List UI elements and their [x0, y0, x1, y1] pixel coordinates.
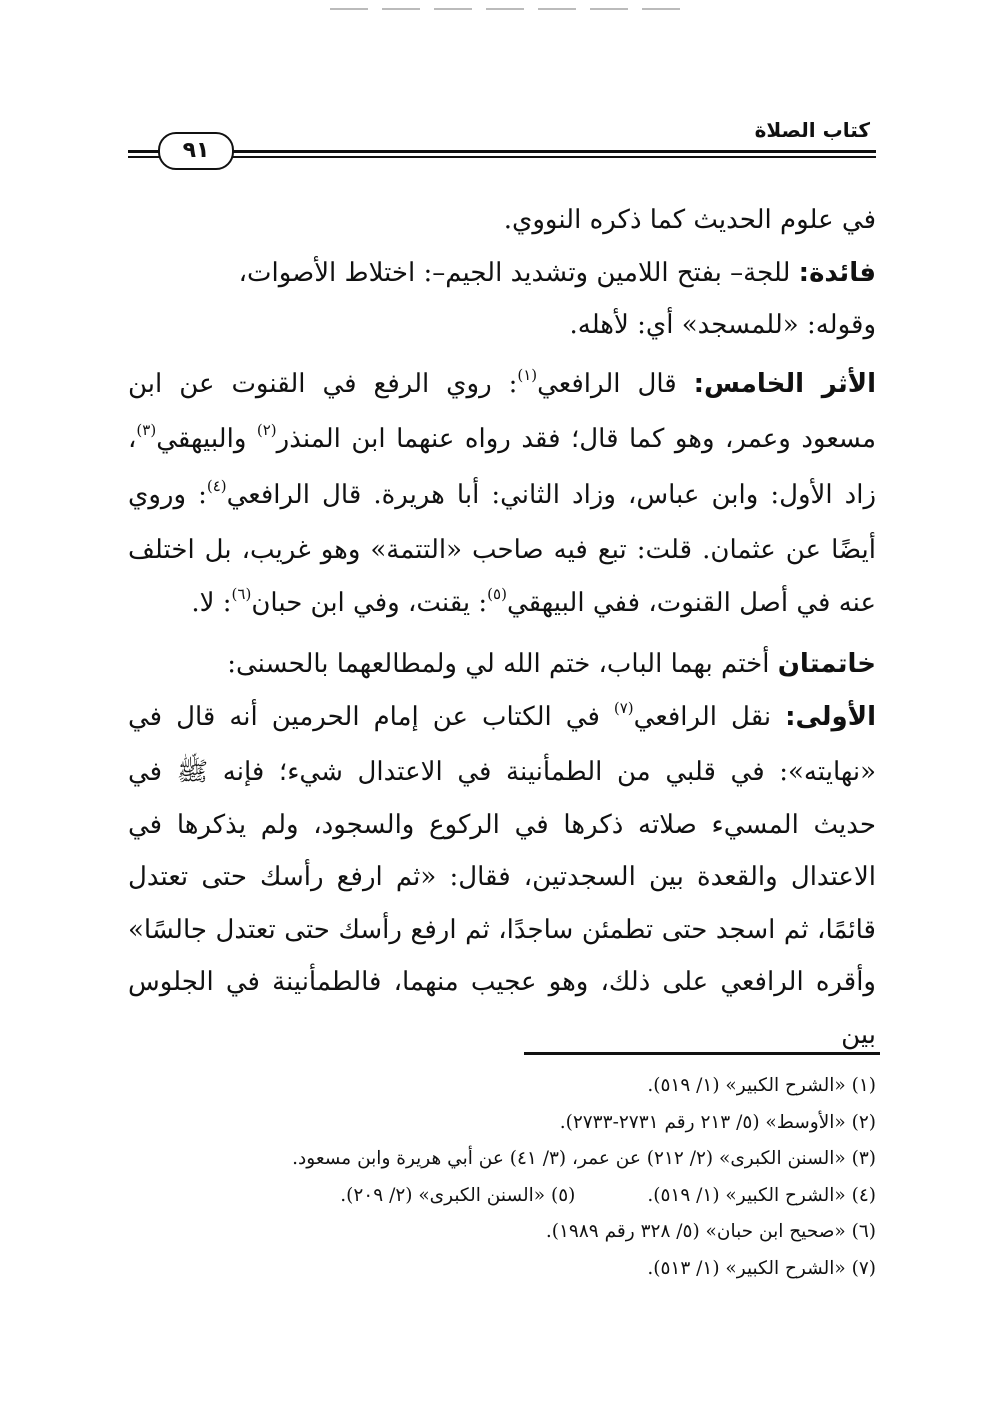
- footnote-1: (١) «الشرح الكبير» (١/ ٥١٩).: [647, 1075, 876, 1096]
- faida-heading: فائدة:: [798, 257, 876, 288]
- footnote-4: (٤) «الشرح الكبير» (١/ ٥١٩).: [647, 1184, 876, 1206]
- footnote-ref: (٣): [136, 421, 157, 439]
- footnote-ref: (٤): [206, 476, 227, 495]
- footnote-ref: (٦): [231, 584, 252, 603]
- first-conclusion-text: نقل الرافعي: [633, 701, 786, 732]
- footnote-7: (٧) «الشرح الكبير» (١/ ٥١٣).: [647, 1257, 876, 1279]
- athar-heading: الأثر الخامس:: [693, 368, 877, 399]
- chapter-title: كتاب الصلاة: [754, 118, 870, 142]
- footnote-ref: (١): [517, 365, 538, 384]
- athar-text: : روي الرفع في القنوت عن ابن مسعود وعمر، وهو كما قال؛ فقد رواه عنهما ابن المنذر: [128, 368, 876, 454]
- athar-text: والبيهقي: [156, 424, 257, 454]
- page-number-badge: ٩١: [158, 132, 234, 170]
- paragraph-continuation: في علوم الحديث كما ذكره النووي.: [503, 205, 876, 235]
- footnote-ref: (٥): [487, 584, 507, 603]
- athar-text: ، زاد الأول: وابن عباس، وزاد الثاني: أبا هريرة. قال الرافعي: [128, 424, 876, 510]
- first-conclusion-heading: الأولى:: [785, 701, 876, 732]
- footnotes: [128, 1068, 876, 1287]
- paragraph-athar-5: [128, 358, 876, 633]
- paragraph-khatimatan: [128, 638, 876, 691]
- footnote-5: (٥) «السنن الكبرى» (٢/ ٢٠٩).: [340, 1184, 576, 1206]
- footnote-3: (٣) «السنن الكبرى» (٢/ ٢١٢) عن عمر، (٣/ ٤١) عن أبي هريرة وابن مسعود.: [292, 1148, 876, 1169]
- paragraph-quote-meaning: وقوله: «للمسجد» أي: لأهله.: [569, 310, 876, 340]
- khatimatan-text: أختم بهما الباب، ختم الله لي ولمطالعهما بالحسنى:: [227, 649, 778, 679]
- paragraph-first-conclusion: [128, 691, 876, 1062]
- header-rule-thin: [128, 156, 876, 158]
- first-conclusion-text: في الكتاب عن إمام الحرمين أنه قال في «نهايته»: في قلبي من الطمأنينة في الاعتدال شيء؛ فإنه ﷺ في حديث المسيء صلاته ذكرها في الركوع والسجود، ولم يذكرها في الاعتدال والقعدة بين السجدتين، فقال: «ثم ارفع رأسك حتى تعتدل قائمًا، ثم اسجد حتى تطمئن ساجدًا، ثم ارفع رأسك حتى تعتدل جالسًا» وأقره الرافعي على ذلك، وهو عجيب منهما، فالطمأنينة في الجلوس بين: [128, 701, 876, 1050]
- athar-text: : يقنت، وفي ابن حبان: [251, 587, 488, 618]
- running-header: [128, 112, 876, 172]
- footnote-2: (٢) «الأوسط» (٥/ ٢١٣ رقم ٢٧٣١-٢٧٣٣).: [559, 1111, 876, 1133]
- header-rule-thick: [128, 150, 876, 153]
- footnote-ref: (٧): [613, 698, 634, 717]
- paragraph-faida: [128, 247, 876, 300]
- athar-text: : لا.: [191, 587, 232, 618]
- top-edge-marks: [330, 8, 690, 10]
- footnote-row-4-5: [128, 1178, 876, 1215]
- athar-text: : وروي أيضًا عن عثمان. قلت: تبع فيه صاحب «التتمة» وهو غريب، بل اختلف عنه في أصل القنوت، ففي البيهقي: [128, 479, 876, 618]
- faida-text: للجة– بفتح اللامين وتشديد الجيم–: اختلاط الأصوات،: [238, 257, 799, 288]
- athar-text: قال الرافعي: [537, 368, 694, 399]
- footnote-separator: [524, 1052, 880, 1055]
- footnote-ref: (٢): [256, 421, 277, 439]
- footnote-6: (٦) «صحيح ابن حبان» (٥/ ٣٢٨ رقم ١٩٨٩).: [545, 1221, 876, 1242]
- khatimatan-heading: خاتمتان: [777, 649, 876, 679]
- main-text: [128, 194, 876, 1061]
